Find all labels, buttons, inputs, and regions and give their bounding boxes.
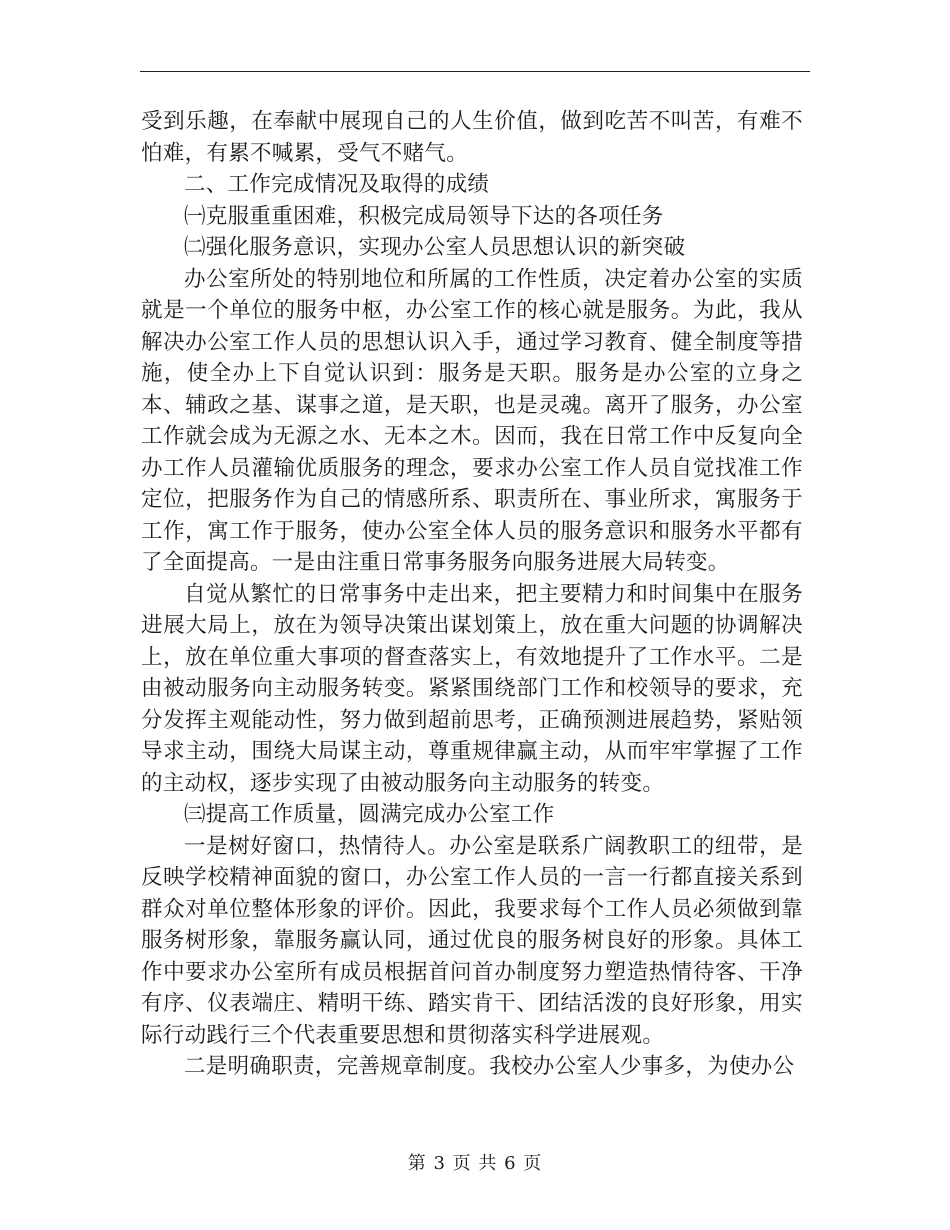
page-number: 第 3 页 共 6 页 xyxy=(407,1153,543,1174)
subsection-heading-2: ㈡强化服务意识，实现办公室人员思想认识的新突破 xyxy=(184,235,686,260)
paragraph-5: 二是明确职责，完善规章制度。我校办公室人少事多，为使办公 xyxy=(184,1054,795,1079)
subsection-heading-3: ㈢提高工作质量，圆满完成办公室工作 xyxy=(184,802,555,827)
paragraph-2: 办公室所处的特别地位和所属的工作性质，决定着办公室的实质就是一个单位的服务中枢，办公室工作的核心就是服务。为此，我从解决办公室工作人员的思想认识入手，通过学习教育、健全制度等措施，使全办上下自觉认识到：服务是天职。服务是办公室的立身之本、辅政之基、谋事之道，是天职，也是灵魂。离开了服务，办公室工作就会成为无源之水、无本之木。因而，我在日常工作中反复向全办工作人员灌输优质服务的理念，要求办公室工作人员自觉找准工作定位，把服务作为自己的情感所系、职责所在、事业所求，寓服务于工作，寓工作于服务，使办公室全体人员的服务意识和服务水平都有了全面提高。一是由注重日常事务服务向服务进展大局转变。 xyxy=(141,266,803,575)
subsection-heading-1: ㈠克服重重困难，积极完成局领导下达的各项任务 xyxy=(184,203,664,229)
header-rule xyxy=(140,71,810,72)
paragraph-3: 自觉从繁忙的日常事务中走出来，把主要精力和时间集中在服务进展大局上，放在为领导决策出谋划策上，放在重大问题的协调解决上，放在单位重大事项的督查落实上，有效地提升了工作水平。二是由被动服务向主动服务转变。紧紧围绕部门工作和校领导的要求，充分发挥主观能动性，努力做到超前思考，正确预测进展趋势，紧贴领导求主动，围绕大局谋主动，尊重规律赢主动，从而牢牢掌握了工作的主动权，逐步实现了由被动服务向主动服务的转变。 xyxy=(141,581,803,796)
document-body xyxy=(141,106,803,1083)
section-heading: 二、工作完成情况及取得的成绩 xyxy=(184,172,490,197)
paragraph-1: 受到乐趣，在奉献中展现自己的人生价值，做到吃苦不叫苦，有难不怕难，有累不喊累，受气不赌气。 xyxy=(141,109,803,166)
paragraph-4: 一是树好窗口，热情待人。办公室是联系广阔教职工的纽带，是反映学校精神面貌的窗口，办公室工作人员的一言一行都直接关系到群众对单位整体形象的评价。因此，我要求每个工作人员必须做到靠服务树形象，靠服务赢认同，通过优良的服务树良好的形象。具体工作中要求办公室所有成员根据首问首办制度努力塑造热情待客、干净有序、仪表端庄、精明干练、踏实肯干、团结活泼的良好形象，用实际行动践行三个代表重要思想和贯彻落实科学进展观。 xyxy=(141,833,803,1048)
